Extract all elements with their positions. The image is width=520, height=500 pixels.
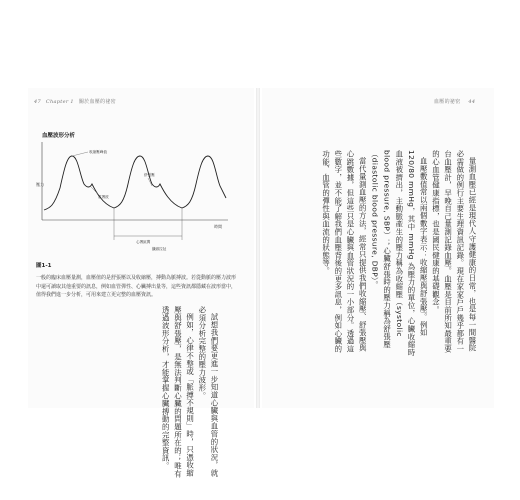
right-page-body xyxy=(308,150,478,360)
figure-caption: 一般的臨床血壓量測，血壓值的是舒張壓以及收縮壓，搏動為脈搏波。若從動脈的壓力波形中還可讀取其他重要的訊息，例如血管彈性、心臟搏出量等，這些資訊都隱藏在波形當中，值得我們進一步分析，可用來建立更完整的血壓資訊。 xyxy=(36,275,237,298)
blood-pressure-waveform-figure xyxy=(32,128,232,256)
book-gutter xyxy=(256,88,260,408)
right-page-number: 44 xyxy=(468,99,476,105)
chapter-label: Chapter 1 xyxy=(45,99,74,105)
annotation-beat-interval: 心搏區間 xyxy=(136,240,151,244)
pressure-waveform-line xyxy=(44,156,226,210)
body-paragraph: 當代量測血壓的方法，經常只提供我們收縮壓、舒張壓與心跳數據，但這些只是心臟與血管狀況的一小部分。透過這些數字，並不能了解我們血壓背後的更多訊息，例如心臟的功能、血管的彈性與血流的狀態等。 xyxy=(321,150,368,353)
x-axis-label: 時間 xyxy=(214,224,222,229)
annotation-diastolic: 舒張壓 xyxy=(144,173,155,177)
y-axis-label: 壓力 xyxy=(36,182,44,187)
left-page-body xyxy=(132,306,220,478)
left-header-title: 關於血壓的祕密 xyxy=(78,99,116,105)
annotation-systolic-peak: 收縮壓峰值 xyxy=(89,150,107,154)
annotation-fiber-pull: 纖維拉扯 xyxy=(152,247,167,251)
annotation-dicrotic-wave: 重搏波 xyxy=(98,195,109,199)
right-running-header xyxy=(434,98,475,105)
figure-number: 圖1-1 xyxy=(36,263,52,269)
body-paragraph: 量測血壓已經是現代人守護健康的日常，也是每一間醫院必需做的例行主要生理資訊記錄。現在家家戶戶幾乎都有一台血壓計，早晚自己量測記錄血壓。血壓是目前所知最重要的心血管健康指標，也是國民健康的基礎觀念。 xyxy=(431,150,477,353)
body-paragraph: 試想我們要更進一步知道心臟與血管的狀況，就必須分析完整的壓力波形。 xyxy=(197,306,219,478)
right-header-title: 血壓的祕密 xyxy=(434,99,461,105)
annotation-leader-1 xyxy=(72,152,88,156)
body-paragraph: 例如，心律不整或「脈搏不規則」時，只憑收縮壓與舒張壓，是無法判斷心臟的問題所在的；唯有透過波形分析，才能掌握心臟搏動的完整資訊。 xyxy=(161,306,195,478)
body-paragraph: 血壓數值常以兩個數字表示：收縮壓與舒張壓。例如 120/80 mmHg，其中 mmHg 為壓力的單位，心臟收縮時血液被擠出，主動脈產生的壓力稱為收縮壓（systolic blood pressure, SBP）；心臟舒張時的壓力稱為舒張壓（diastolic blood pressure, DBP）。 xyxy=(370,150,429,357)
left-page-number: 47 xyxy=(34,99,41,105)
figure-title: 血壓波形分析 xyxy=(42,133,76,139)
left-running-header xyxy=(34,98,116,105)
